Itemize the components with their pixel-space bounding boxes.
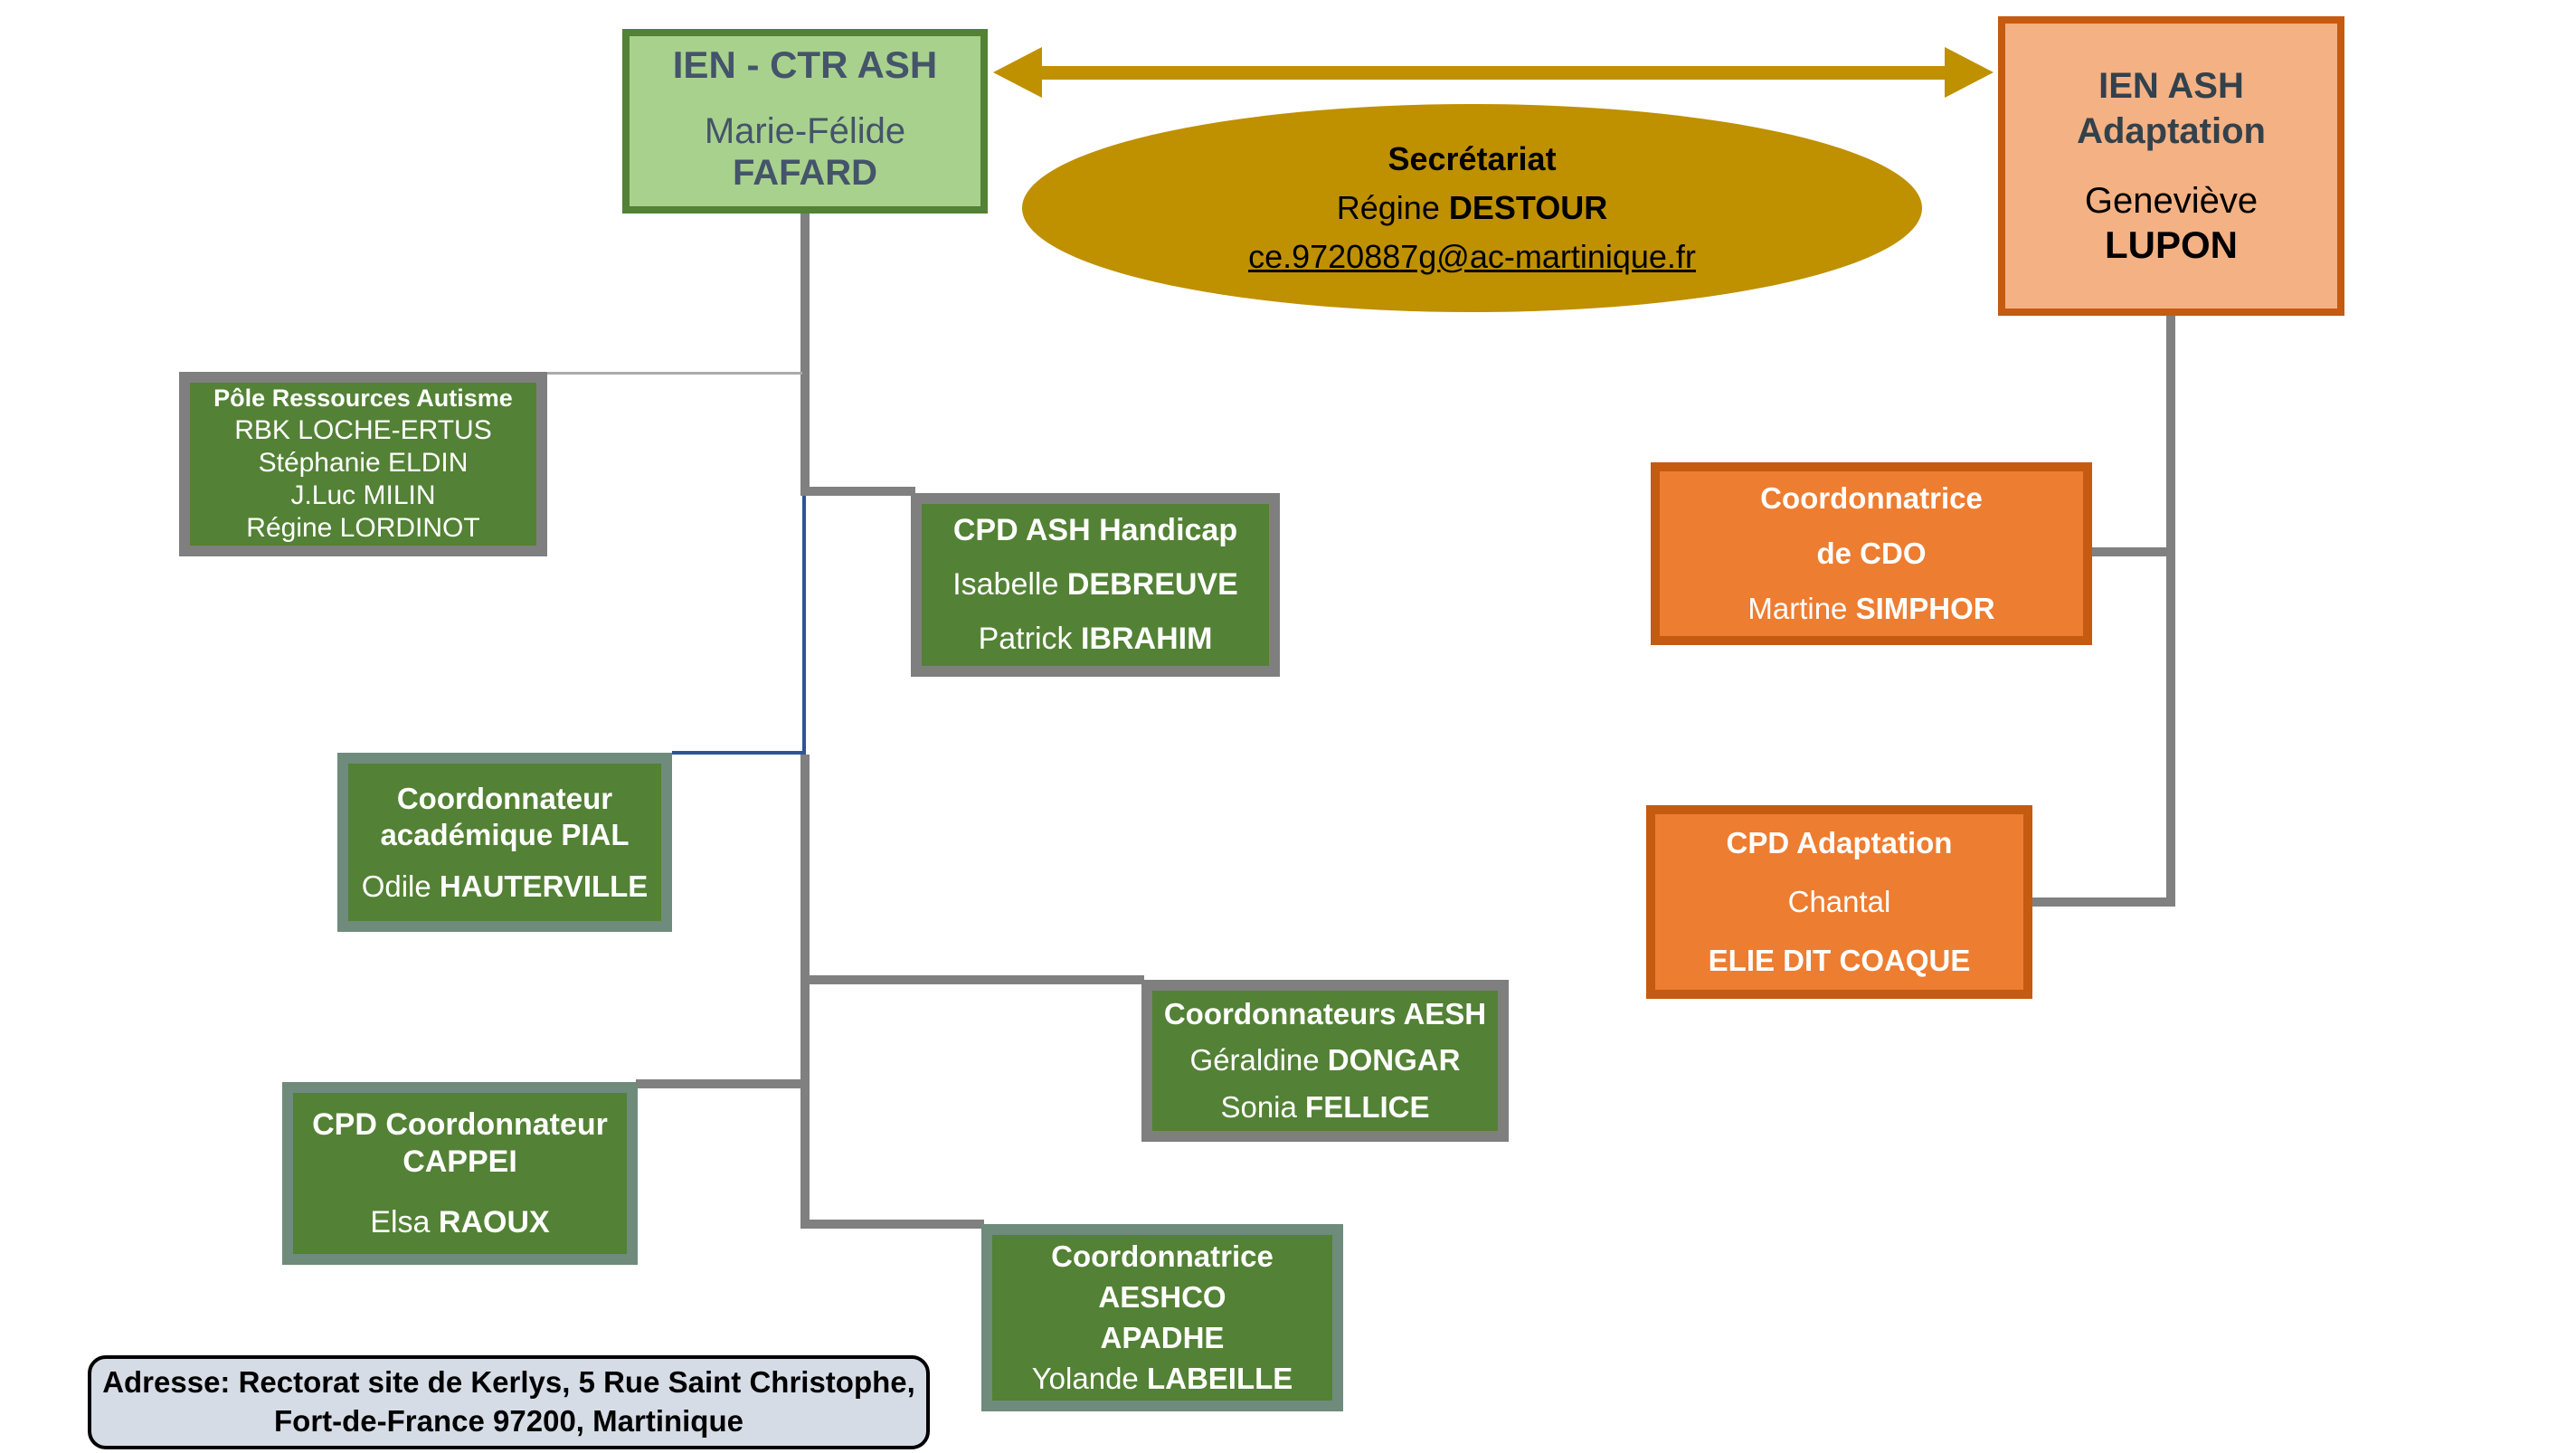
node-title: CPD Adaptation: [1726, 826, 1953, 860]
node-person: [1747, 592, 1994, 626]
title-line-2: AESHCO: [1098, 1280, 1226, 1315]
person-first-name: Chantal: [1787, 884, 1891, 918]
node-ien-ctr-ash: [622, 29, 988, 214]
address-line-1: Adresse: Rectorat site de Kerlys, 5 Rue Saint Christophe,: [102, 1365, 915, 1400]
node-title: CPD ASH Handicap: [952, 513, 1238, 548]
person-last-name: ELIE DIT COAQUE: [1708, 943, 1971, 977]
connector-cpd-adaptation: [2031, 897, 2170, 907]
title-line-1: Coordonnateur: [396, 782, 613, 816]
title-line-2: académique PIAL: [380, 818, 630, 851]
member-name: RBK LOCHE-ERTUS: [234, 414, 492, 445]
connector-cdo: [2090, 547, 2170, 556]
person-first-name: Sonia: [1220, 1090, 1297, 1125]
person-first-name: Régine: [1336, 189, 1440, 226]
connector-pial-horizontal: [672, 751, 806, 755]
node-person: [2085, 179, 2258, 268]
person-last-name: FAFARD: [732, 153, 877, 193]
connector-aesh: [808, 975, 1144, 984]
person-last-name: LUPON: [2104, 223, 2238, 267]
node-coordonnatrice-aeshco-apadhe: [981, 1224, 1343, 1411]
address-line-2: Fort-de-France 97200, Martinique: [274, 1404, 743, 1438]
person-last-name: SIMPHOR: [1855, 591, 1995, 625]
connector-pole-autisme: [547, 372, 802, 375]
person-last-name: HAUTERVILLE: [439, 869, 649, 903]
node-person: [370, 1205, 549, 1240]
title-line-1: Coordonnatrice: [1760, 481, 1983, 516]
connector-aeshco: [808, 1220, 984, 1229]
node-cpd-ash-handicap: [911, 493, 1280, 677]
arrow-left-head-icon: [993, 47, 1042, 98]
node-person: [1032, 1362, 1293, 1396]
node-coordonnateurs-aesh: [1141, 980, 1509, 1142]
node-title: [312, 1106, 608, 1181]
member-name: Stéphanie ELDIN: [258, 447, 469, 478]
person-last-name: DONGAR: [1327, 1043, 1461, 1078]
person-last-name: LABEILLE: [1146, 1361, 1293, 1395]
person-first-name: Yolande: [1031, 1361, 1139, 1395]
node-secretariat: [1022, 104, 1922, 312]
person-first-name: Patrick: [978, 621, 1073, 656]
node-coordonnateur-pial: [337, 753, 672, 932]
person-last-name: DESTOUR: [1448, 189, 1608, 226]
title-line-1: Coordonnatrice: [1051, 1239, 1274, 1274]
member-name: J.Luc MILIN: [290, 480, 436, 510]
node-cpd-cappei: [282, 1082, 638, 1265]
node-coordonnatrice-cdo: [1651, 462, 2092, 645]
member-name: [952, 567, 1238, 603]
address-box: [88, 1355, 930, 1449]
secretariat-email-link[interactable]: ce.9720887g@ac-martinique.fr: [1248, 238, 1696, 275]
member-name: [979, 622, 1213, 657]
person-first-name: Marie-Félide: [704, 111, 906, 151]
person-last-name: FELLICE: [1305, 1090, 1430, 1125]
person-last-name: DEBREUVE: [1066, 566, 1238, 602]
title-line-2: Adaptation: [2077, 111, 2266, 152]
node-title: [2077, 63, 2266, 154]
person-first-name: Isabelle: [952, 566, 1059, 602]
title-line-2: CAPPEI: [402, 1144, 517, 1179]
node-title: Secrétariat: [1387, 140, 1557, 177]
arrow-right-head-icon: [1945, 47, 1994, 98]
person-first-name: Geneviève: [2084, 181, 2259, 222]
connector-cappei: [636, 1079, 805, 1088]
node-title: Coordonnateurs AESH: [1163, 996, 1487, 1030]
connector-trunk-bottom: [800, 755, 810, 1229]
node-title: [380, 781, 629, 852]
connector-pial-vertical: [802, 496, 806, 754]
person-last-name: IBRAHIM: [1080, 621, 1213, 656]
person-first-name: Martine: [1747, 591, 1848, 625]
member-name: [1190, 1043, 1461, 1078]
node-person: [362, 869, 649, 904]
connector-adaptation-trunk: [2166, 312, 2175, 907]
node-ien-ash-adaptation: [1998, 16, 2344, 316]
title-line-1: CPD Coordonnateur: [312, 1106, 608, 1142]
node-title: Pôle Ressources Autisme: [213, 385, 513, 413]
member-name: Régine LORDINOT: [246, 512, 480, 543]
node-pole-ressources-autisme: [179, 372, 547, 556]
person-last-name: RAOUX: [438, 1205, 550, 1240]
node-cpd-adaptation: [1646, 805, 2032, 999]
node-person: [705, 110, 905, 194]
person-first-name: Odile: [361, 869, 431, 903]
node-title: IEN - CTR ASH: [672, 43, 938, 86]
title-line-1: IEN ASH: [2098, 66, 2244, 107]
double-arrow-icon: [1037, 66, 1950, 80]
person-first-name: Elsa: [370, 1205, 431, 1240]
person-first-name: Géraldine: [1189, 1043, 1320, 1078]
connector-cpd-ash: [805, 487, 915, 496]
connector-trunk-top: [800, 214, 810, 496]
title-line-3: APADHE: [1100, 1320, 1225, 1354]
member-name: [1220, 1090, 1429, 1125]
node-person: [1337, 184, 1607, 233]
title-line-2: de CDO: [1816, 536, 1927, 570]
